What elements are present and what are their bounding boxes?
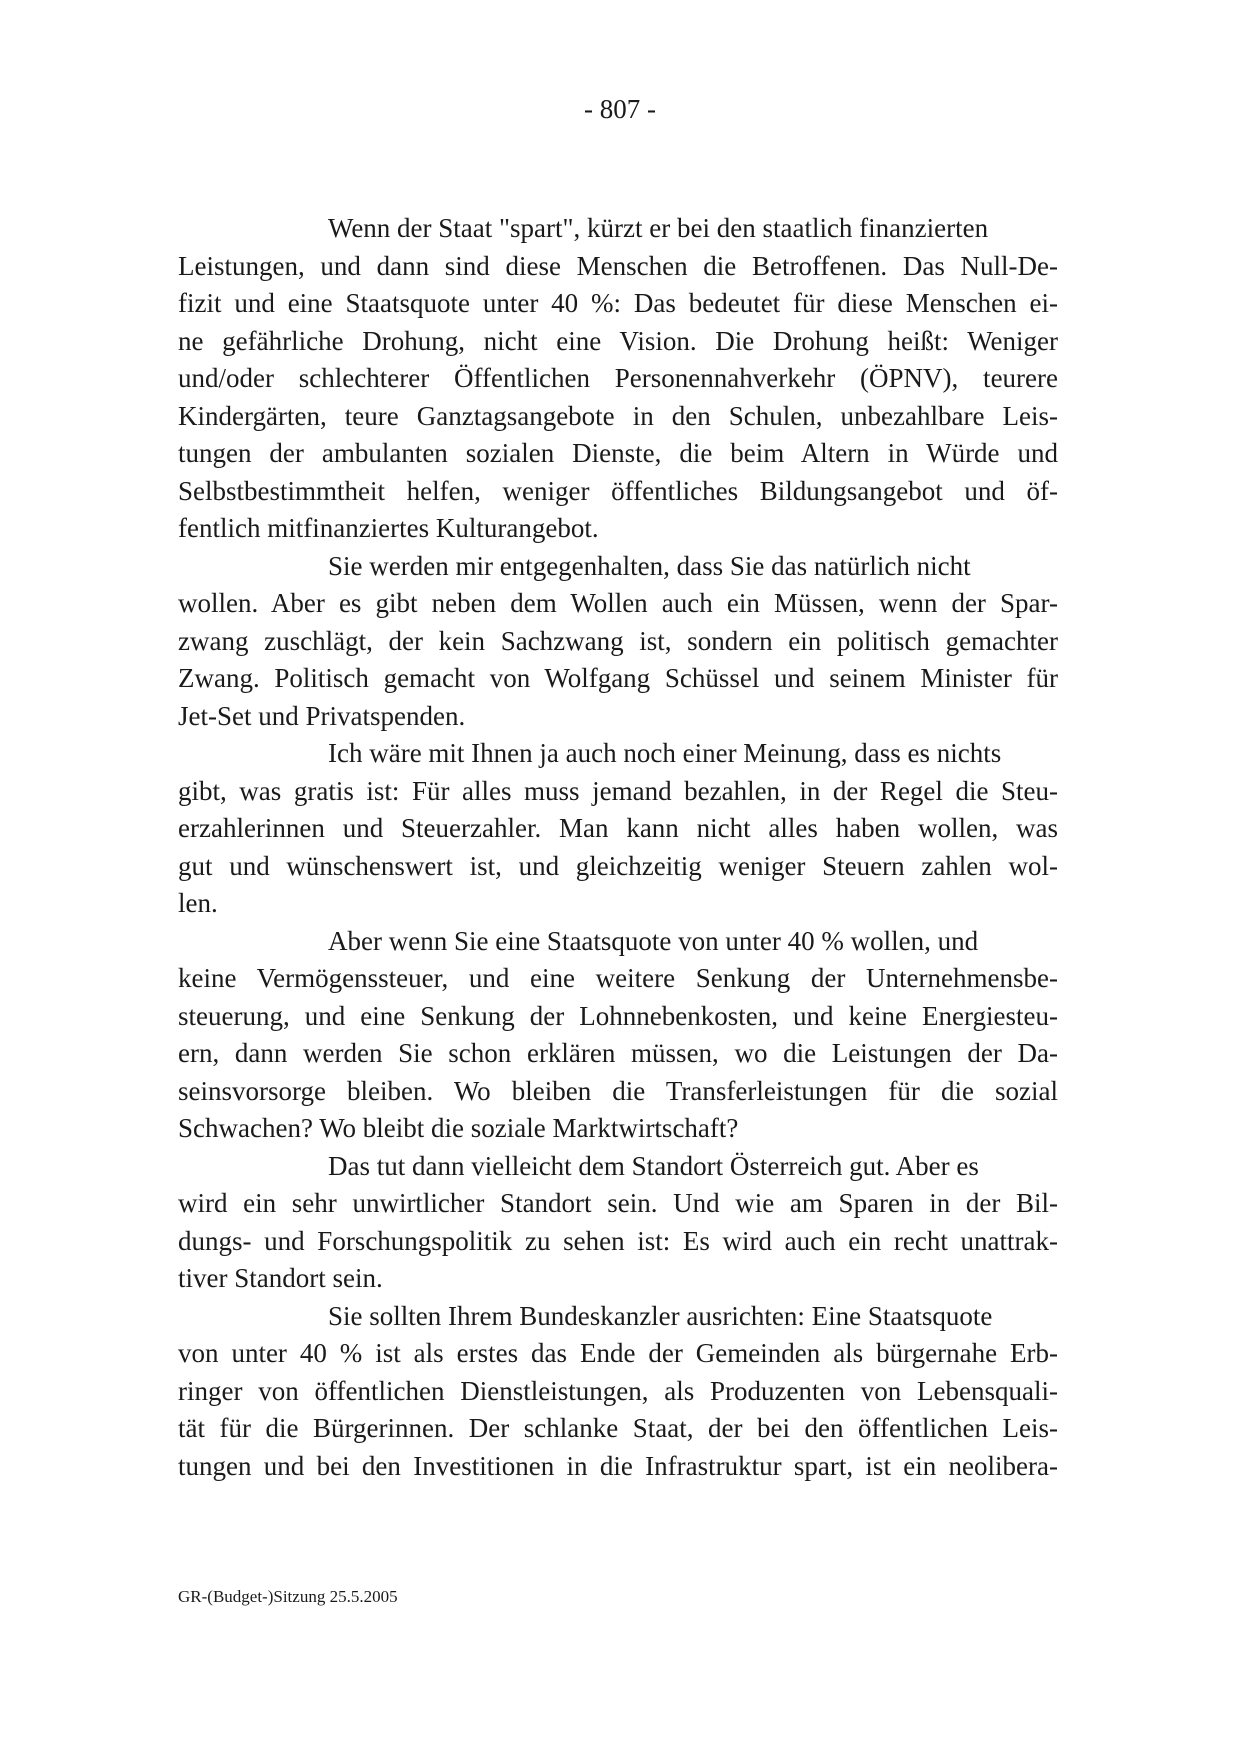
text-line: keine Vermögenssteuer, und eine weitere Senkung der Unternehmensbe- [178,963,1058,993]
page-number: - 807 - [584,94,656,124]
text-line: Das tut dann vielleicht dem Standort Österreich gut. Aber es [328,1150,979,1181]
text-line: tungen und bei den Investitionen in die Infrastruktur spart, ist ein neolibera- [178,1450,1058,1481]
text-line: tät für die Bürgerinnen. Der schlanke Staat, der bei den öffentlichen Leis- [178,1413,1058,1443]
text-line: fentlich mitfinanziertes Kulturangebot. [178,513,599,543]
text-line: Leistungen, und dann sind diese Menschen die Betroffenen. Das Null-De- [178,250,1058,281]
text-line: tungen der ambulanten sozialen Dienste, die beim Altern in Würde und [178,438,1058,468]
text-line: ne gefährliche Drohung, nicht eine Vision. Die Drohung heißt: Weniger [178,325,1058,356]
footer-session-label: GR-(Budget-)Sitzung 25.5.2005 [178,1587,398,1606]
text-line: Selbstbestimmtheit helfen, weniger öffentliches Bildungsangebot und öf- [178,475,1058,506]
text-line: erzahlerinnen und Steuerzahler. Man kann nicht alles haben wollen, was [178,813,1058,843]
text-line: ringer von öffentlichen Dienstleistungen, als Produzenten von Lebensquali- [178,1375,1058,1406]
text-line: von unter 40 % ist als erstes das Ende der Gemeinden als bürgernahe Erb- [178,1338,1058,1368]
text-line: tiver Standort sein. [178,1263,383,1293]
text-line: Sie werden mir entgegenhalten, dass Sie das natürlich nicht [328,550,971,581]
text-line: Ich wäre mit Ihnen ja auch noch einer Meinung, dass es nichts [328,738,1002,768]
text-line: Kindergärten, teure Ganztagsangebote in den Schulen, unbezahlbare Leis- [178,400,1058,431]
text-line: gibt, was gratis ist: Für alles muss jemand bezahlen, in der Regel die Steu- [178,775,1058,806]
text-line: Wenn der Staat "spart", kürzt er bei den staatlich finanzierten [328,213,989,243]
text-line: wollen. Aber es gibt neben dem Wollen auch ein Müssen, wenn der Spar- [178,588,1058,618]
text-line: zwang zuschlägt, der kein Sachzwang ist, sondern ein politisch gemachter [178,625,1058,656]
text-line: Aber wenn Sie eine Staatsquote von unter 40 % wollen, und [328,925,979,956]
body-text [178,210,1058,1485]
text-line: len. [178,888,218,918]
text-line: ern, dann werden Sie schon erklären müssen, wo die Leistungen der Da- [178,1038,1058,1068]
text-line: Jet-Set und Privatspenden. [178,700,466,731]
text-line: gut und wünschenswert ist, und gleichzeitig weniger Steuern zahlen wol- [178,850,1058,881]
text-line: und/oder schlechterer Öffentlichen Personennahverkehr (ÖPNV), teurere [178,363,1058,393]
text-line: wird ein sehr unwirtlicher Standort sein. Und wie am Sparen in der Bil- [178,1188,1058,1218]
text-line: fizit und eine Staatsquote unter 40 %: Das bedeutet für diese Menschen ei- [178,288,1058,318]
text-line: dungs- und Forschungspolitik zu sehen ist: Es wird auch ein recht unattrak- [178,1225,1058,1256]
text-line: seinsvorsorge bleiben. Wo bleiben die Transferleistungen für die sozial [178,1075,1058,1106]
text-line: steuerung, und eine Senkung der Lohnnebenkosten, und keine Energiesteu- [178,1000,1058,1031]
text-line: Schwachen? Wo bleibt die soziale Marktwirtschaft? [178,1113,739,1143]
text-line: Zwang. Politisch gemacht von Wolfgang Schüssel und seinem Minister für [178,663,1058,693]
text-line: Sie sollten Ihrem Bundeskanzler ausrichten: Eine Staatsquote [328,1300,993,1331]
